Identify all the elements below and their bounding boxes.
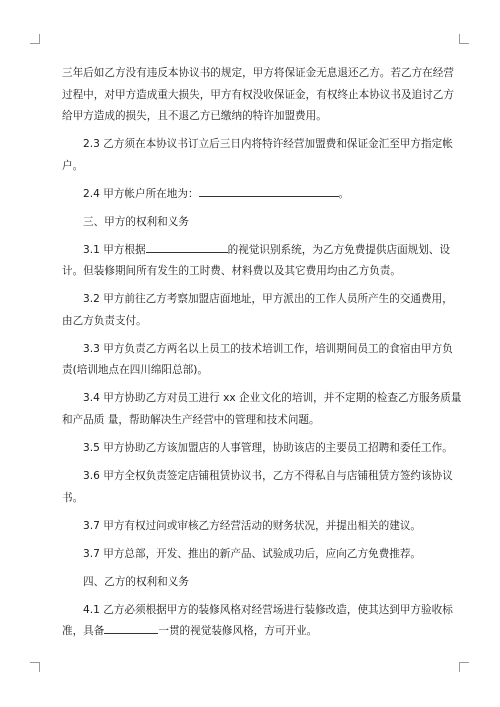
- paragraph: [62, 289, 453, 332]
- text-segment: 3.6 甲方全权负责签定店铺租赁协议书，乙方不得私自与店铺租赁方签约该协议: [83, 470, 453, 483]
- text-segment: 三年后如乙方没有违反本协议书的规定，甲方将保证金无息退还乙方。若乙方在经营: [62, 67, 454, 79]
- text-segment: 2.4 甲方帐户所在地为：: [83, 187, 199, 200]
- text-segment: 3.4 甲方协助乙方对员工进行 xx 企业文化的培训，并不定期的检查乙方服务质量: [83, 392, 462, 405]
- text-segment: 3.2 甲方前往乙方考察加盟店面地址，甲方派出的工作人员所产生的交通费用，: [83, 293, 453, 306]
- text-segment: 3.7 甲方有权过问或审核乙方经营活动的财务状况，并提出相关的建议。: [83, 519, 422, 532]
- text-line: [62, 289, 453, 311]
- crop-mark-top-right: [459, 34, 469, 44]
- paragraph: [62, 388, 462, 431]
- fill-in-blank: [146, 240, 228, 253]
- text-segment: 责(培训地点在四川绵阳总部)。: [62, 364, 208, 377]
- text-segment: 一贯的视觉装修风格，方可开业。: [158, 625, 318, 638]
- text-segment: 书。: [62, 491, 84, 504]
- text-line: [62, 438, 453, 460]
- text-segment: 和产品质 量，帮助解决生产经营中的管理和技术问题。: [62, 414, 320, 427]
- text-line: [62, 600, 453, 622]
- text-line: [62, 488, 440, 510]
- paragraph: [62, 516, 440, 538]
- text-segment: 准，具备: [62, 625, 105, 638]
- text-line: [62, 466, 453, 488]
- text-segment: 3.1 甲方根据: [83, 243, 146, 256]
- paragraph: [62, 544, 440, 566]
- crop-mark-bottom-left: [30, 662, 40, 672]
- text-line: [62, 261, 440, 283]
- text-segment: 的视觉识别系统，为乙方免费提供店面规划、设: [227, 243, 451, 256]
- text-line: [62, 63, 454, 85]
- crop-mark-bottom-right: [459, 662, 469, 672]
- text-line: [62, 184, 440, 206]
- text-segment: 户。: [62, 159, 84, 172]
- text-line: [62, 388, 462, 410]
- text-line: [62, 212, 440, 234]
- paragraph: [62, 572, 440, 594]
- text-segment: 3.5 甲方协助乙方该加盟店的人事管理，协助该店的主要员工招聘和委任工作。: [83, 442, 453, 455]
- text-segment: 给甲方造成的损失，且不退乙方已缴纳的特许加盟费用。: [62, 110, 327, 123]
- document-body: [62, 63, 462, 649]
- text-segment: 三、甲方的权利和义务: [83, 215, 189, 228]
- paragraph: [62, 466, 453, 509]
- text-line: [62, 85, 454, 107]
- paragraph: [62, 134, 453, 177]
- text-line: [62, 621, 440, 643]
- text-segment: 四、乙方的权利和义务: [83, 575, 189, 588]
- paragraph: [62, 184, 440, 206]
- text-segment: 。: [338, 187, 350, 200]
- text-line: [62, 156, 440, 178]
- text-segment: 过程中，对甲方造成重大损失，甲方有权没收保证金，有权终止本协议书及追讨乙方: [62, 88, 454, 101]
- text-line: [62, 360, 440, 382]
- text-line: [62, 544, 440, 566]
- text-line: [62, 410, 440, 432]
- text-segment: 3.7 甲方总部，开发、推出的新产品、试验成功后，应向乙方免费推荐。: [83, 547, 422, 560]
- text-line: [62, 311, 440, 333]
- text-segment: 计。但装修期间所有发生的工时费、材料费以及其它费用均由乙方负责。: [62, 265, 401, 278]
- text-line: [62, 134, 453, 156]
- fill-in-blank: [199, 184, 339, 197]
- text-line: [62, 240, 451, 262]
- paragraph: [62, 600, 453, 643]
- paragraph: [62, 212, 440, 234]
- text-segment: 4.1 乙方必须根据甲方的装修风格对经营场进行装修改造，使其达到甲方验收标: [83, 603, 453, 616]
- text-line: [62, 106, 440, 128]
- text-segment: 3.3 甲方负责乙方两名以上员工的技术培训工作，培训期间员工的食宿由甲方负: [83, 342, 453, 355]
- text-line: [62, 516, 440, 538]
- paragraph: [62, 63, 454, 128]
- text-segment: 2.3 乙方须在本协议书订立后三日内将特许经营加盟费和保证金汇至甲方指定帐: [83, 138, 453, 151]
- paragraph: [62, 339, 453, 382]
- fill-in-blank: [104, 621, 158, 634]
- paragraph: [62, 240, 451, 283]
- crop-mark-top-left: [30, 34, 40, 44]
- text-segment: 由乙方负责支付。: [62, 314, 147, 327]
- text-line: [62, 572, 440, 594]
- paragraph: [62, 438, 453, 460]
- text-line: [62, 339, 453, 361]
